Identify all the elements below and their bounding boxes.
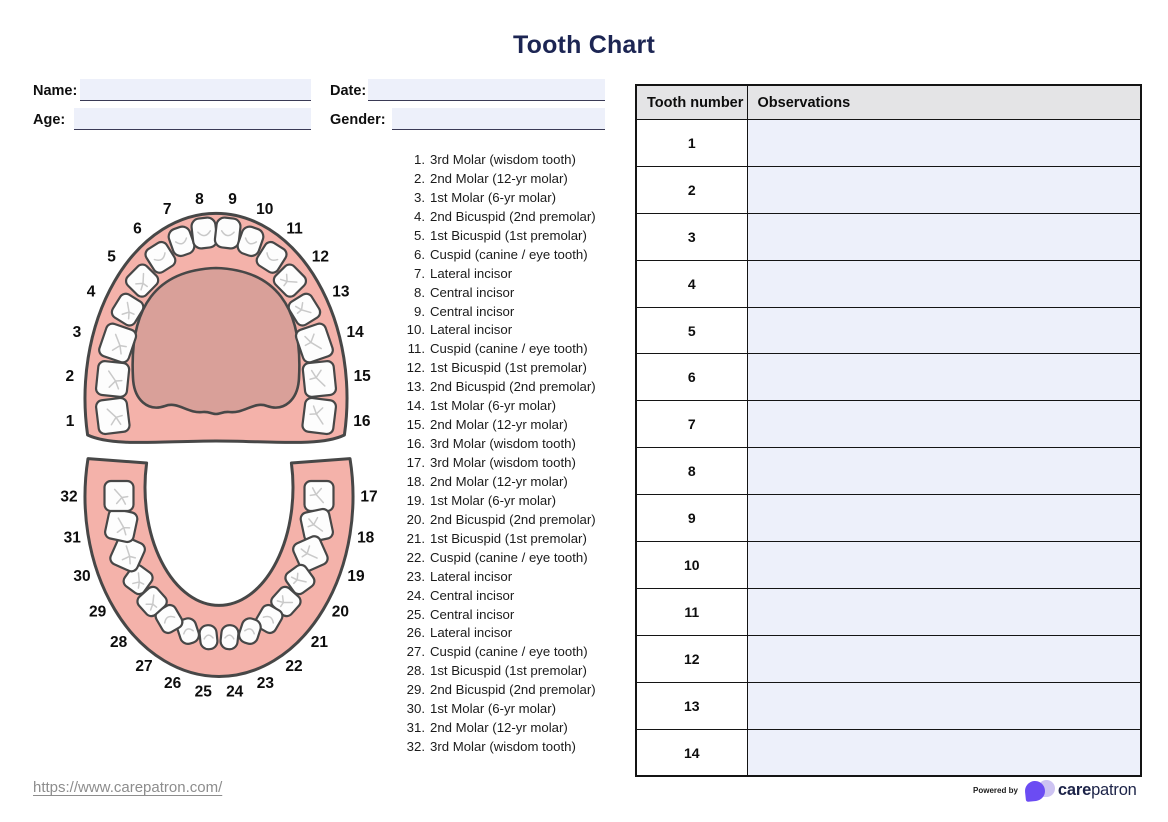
tooth-list-item — [401, 303, 626, 322]
tooth-number-cell: 8 — [636, 448, 747, 495]
tooth-list-number: 18. — [406, 473, 425, 489]
table-row — [636, 166, 1141, 213]
observation-cell[interactable] — [747, 260, 1141, 307]
tooth-number-label-10: 10 — [256, 200, 274, 218]
tooth-shape-8 — [191, 217, 218, 250]
tooth-number-label-21: 21 — [310, 634, 329, 652]
tooth-number-label-9: 9 — [228, 190, 237, 208]
carepatron-brand-text — [1058, 781, 1137, 800]
tooth-number-cell: 1 — [636, 120, 747, 167]
tooth-list-name: Cuspid (canine / eye tooth) — [430, 246, 588, 262]
tooth-list-name: 2nd Bicuspid (2nd premolar) — [430, 208, 596, 224]
name-input[interactable] — [80, 79, 311, 101]
tooth-list-number: 32. — [406, 739, 425, 755]
observation-cell[interactable] — [747, 354, 1141, 401]
tooth-list-number: 16. — [406, 436, 425, 452]
tooth-number-label-11: 11 — [286, 220, 303, 238]
tooth-list-number: 22. — [406, 549, 425, 565]
observation-cell[interactable] — [747, 401, 1141, 448]
tooth-list-item — [401, 719, 626, 738]
tooth-number-cell: 14 — [636, 729, 747, 776]
tooth-number-label-32: 32 — [60, 488, 78, 506]
tooth-list-number: 25. — [406, 606, 425, 622]
upper-palate — [133, 268, 300, 414]
tooth-shape-1 — [95, 397, 130, 435]
tooth-list-name: 2nd Bicuspid (2nd premolar) — [430, 379, 596, 395]
tooth-number-label-24: 24 — [226, 683, 244, 701]
powered-by-block — [973, 779, 1137, 802]
table-row — [636, 635, 1141, 682]
tooth-list-item — [401, 378, 626, 397]
tooth-list-name: Cuspid (canine / eye tooth) — [430, 341, 588, 357]
tooth-list-name: Lateral incisor — [430, 568, 513, 584]
tooth-number-cell: 3 — [636, 213, 747, 260]
tooth-number-cell: 5 — [636, 307, 747, 354]
tooth-number-label-7: 7 — [162, 200, 172, 218]
observation-cell[interactable] — [747, 588, 1141, 635]
tooth-number-label-18: 18 — [357, 529, 375, 547]
tooth-list-name: 2nd Molar (12-yr molar) — [430, 473, 568, 489]
tooth-list-name: 2nd Bicuspid (2nd premolar) — [430, 682, 596, 698]
tooth-list-number: 12. — [406, 360, 425, 376]
tooth-list-number: 9. — [414, 303, 425, 319]
tooth-list-item — [401, 359, 626, 378]
gender-input[interactable] — [392, 108, 605, 130]
tooth-list-item — [401, 246, 626, 265]
tooth-number-label-3: 3 — [72, 324, 82, 342]
carepatron-logo-icon — [1025, 779, 1055, 802]
tooth-number-label-30: 30 — [73, 568, 91, 586]
tooth-number-label-26: 26 — [163, 674, 182, 692]
tooth-list-name: Lateral incisor — [430, 322, 513, 338]
tooth-list-item — [401, 492, 626, 511]
tooth-list-number: 26. — [406, 625, 425, 641]
tooth-list-number: 3. — [414, 189, 425, 205]
table-row — [636, 729, 1141, 776]
tooth-list-number: 28. — [406, 663, 425, 679]
tooth-list-item — [401, 568, 626, 587]
tooth-number-cell: 2 — [636, 166, 747, 213]
table-row — [636, 260, 1141, 307]
tooth-list-number: 11. — [407, 341, 425, 357]
tooth-number-label-13: 13 — [332, 283, 350, 301]
tooth-number-label-15: 15 — [353, 367, 371, 385]
observation-cell[interactable] — [747, 635, 1141, 682]
observation-cell[interactable] — [747, 495, 1141, 542]
tooth-shape-16 — [302, 397, 337, 435]
dental-arch-diagram — [30, 188, 390, 723]
tooth-shape-32 — [105, 481, 134, 511]
table-row — [636, 401, 1141, 448]
tooth-number-label-4: 4 — [86, 283, 96, 301]
tooth-number-cell: 9 — [636, 495, 747, 542]
tooth-number-cell: 7 — [636, 401, 747, 448]
tooth-list-number: 20. — [406, 511, 425, 527]
observation-cell[interactable] — [747, 307, 1141, 354]
tooth-list-number: 24. — [406, 587, 425, 603]
tooth-list-name: 1st Molar (6-yr molar) — [430, 398, 557, 414]
tooth-list-number: 6. — [414, 246, 425, 262]
tooth-list-name: Central incisor — [430, 606, 515, 622]
tooth-shape-17 — [305, 481, 334, 511]
tooth-list-item — [401, 227, 626, 246]
table-row — [636, 448, 1141, 495]
carepatron-url-link[interactable]: https://www.carepatron.com/ — [33, 779, 223, 796]
tooth-list-item — [401, 397, 626, 416]
tooth-list-item — [401, 208, 626, 227]
tooth-list-number: 17. — [406, 455, 425, 470]
table-row — [636, 588, 1141, 635]
tooth-number-label-19: 19 — [347, 568, 365, 586]
tooth-list-number: 27. — [406, 644, 425, 660]
tooth-number-label-1: 1 — [65, 412, 75, 430]
tooth-number-label-31: 31 — [63, 529, 81, 547]
tooth-list-number: 31. — [406, 720, 425, 736]
tooth-number-cell: 4 — [636, 260, 747, 307]
table-row — [636, 542, 1141, 589]
page-title: Tooth Chart — [513, 31, 655, 59]
tooth-list-item — [401, 189, 626, 208]
tooth-number-cell: 6 — [636, 354, 747, 401]
observations-table — [635, 84, 1142, 777]
tooth-number-cell: 12 — [636, 635, 747, 682]
tooth-number-label-12: 12 — [311, 248, 330, 266]
tooth-list-number: 19. — [406, 492, 425, 508]
observation-cell[interactable] — [747, 682, 1141, 729]
tooth-number-label-20: 20 — [331, 603, 350, 621]
tooth-list-item — [401, 681, 626, 700]
tooth-list-item — [401, 549, 626, 568]
tooth-list-item — [401, 265, 626, 284]
tooth-number-label-27: 27 — [135, 658, 153, 676]
tooth-list-name: 2nd Molar (12-yr molar) — [430, 417, 568, 433]
tooth-list-number: 30. — [406, 701, 425, 717]
tooth-list-item — [401, 340, 626, 359]
tooth-list-number: 23. — [406, 568, 425, 584]
table-row — [636, 120, 1141, 167]
tooth-list-name: 1st Bicuspid (1st premolar) — [430, 663, 587, 679]
tooth-list-number: 21. — [406, 530, 425, 546]
date-label: Date: — [330, 83, 367, 99]
tooth-list-name: 1st Bicuspid (1st premolar) — [430, 530, 587, 546]
tooth-number-label-25: 25 — [194, 683, 212, 701]
tooth-list-name: 2nd Bicuspid (2nd premolar) — [430, 511, 596, 527]
gender-label: Gender: — [330, 112, 386, 128]
tooth-list-number: 2. — [414, 170, 425, 186]
tooth-list-name: 2nd Molar (12-yr molar) — [430, 720, 568, 736]
tooth-list-number: 29. — [406, 682, 425, 698]
brand-care: care — [1057, 781, 1092, 799]
tooth-number-label-2: 2 — [65, 367, 75, 385]
observation-cell[interactable] — [747, 729, 1141, 776]
tooth-list-item — [401, 624, 626, 643]
tooth-number-label-5: 5 — [107, 248, 116, 266]
table-row — [636, 682, 1141, 729]
tooth-list-item — [401, 662, 626, 681]
tooth-list-number: 10. — [406, 322, 425, 338]
tooth-number-label-6: 6 — [133, 220, 142, 238]
tooth-number-cell: 13 — [636, 682, 747, 729]
tooth-list-number: 5. — [414, 227, 425, 243]
tooth-number-label-29: 29 — [88, 603, 107, 621]
tooth-list-number: 15. — [406, 417, 425, 433]
tooth-number-cell: 10 — [636, 542, 747, 589]
tooth-number-header: Tooth number — [636, 85, 747, 120]
tooth-list-name: Central incisor — [430, 284, 515, 300]
tooth-list-name: 1st Molar (6-yr molar) — [430, 189, 557, 205]
tooth-list-name: 1st Bicuspid (1st premolar) — [430, 227, 587, 243]
tooth-shape-31 — [104, 508, 139, 543]
tooth-list-item — [401, 700, 626, 719]
tooth-list-item — [401, 643, 626, 662]
tooth-list-name: 1st Molar (6-yr molar) — [430, 701, 557, 717]
tooth-list-name: 3rd Molar (wisdom tooth) — [430, 152, 576, 167]
observation-cell[interactable] — [747, 120, 1141, 167]
tooth-number-label-8: 8 — [195, 190, 204, 208]
tooth-number-label-14: 14 — [346, 324, 364, 342]
tooth-number-label-17: 17 — [360, 488, 378, 506]
table-header-row — [636, 85, 1141, 120]
observations-header: Observations — [747, 85, 1141, 120]
tooth-list-item — [401, 530, 626, 549]
table-row — [636, 495, 1141, 542]
observation-cell[interactable] — [747, 213, 1141, 260]
tooth-list-item — [401, 738, 626, 757]
date-input[interactable] — [368, 79, 605, 101]
tooth-shape-15 — [302, 360, 336, 397]
observation-cell[interactable] — [747, 166, 1141, 213]
name-label: Name: — [33, 83, 78, 99]
tooth-list-number: 13. — [406, 379, 425, 395]
tooth-number-label-22: 22 — [285, 658, 303, 676]
brand-patron: patron — [1091, 781, 1137, 799]
tooth-shape-25 — [199, 624, 218, 650]
tooth-list-item — [401, 170, 626, 189]
table-row — [636, 307, 1141, 354]
tooth-list-name: Central incisor — [430, 303, 515, 319]
tooth-list-name: Cuspid (canine / eye tooth) — [430, 644, 588, 660]
tooth-list-name: 1st Bicuspid (1st premolar) — [430, 360, 587, 376]
tooth-list-name: 3rd Molar (wisdom tooth) — [430, 739, 576, 755]
observation-cell[interactable] — [747, 542, 1141, 589]
tooth-list-item — [401, 454, 626, 473]
tooth-list-item — [401, 416, 626, 435]
tooth-shape-2 — [95, 360, 129, 397]
tooth-list-item — [401, 606, 626, 625]
tooth-list-number: 1. — [414, 152, 425, 167]
tooth-number-label-23: 23 — [256, 674, 275, 692]
tooth-list-number: 8. — [414, 284, 425, 300]
tooth-number-label-16: 16 — [353, 412, 371, 430]
tooth-list-item — [401, 435, 626, 454]
observation-cell[interactable] — [747, 448, 1141, 495]
tooth-list-item — [401, 321, 626, 340]
tooth-list-name: Central incisor — [430, 587, 515, 603]
tooth-list-item — [401, 284, 626, 303]
tooth-list-name: 3rd Molar (wisdom tooth) — [430, 455, 576, 470]
tooth-number-label-28: 28 — [109, 634, 128, 652]
tooth-list-name: Lateral incisor — [430, 625, 513, 641]
age-input[interactable] — [74, 108, 311, 130]
tooth-name-list — [401, 151, 626, 757]
tooth-list-number: 14. — [406, 398, 425, 414]
tooth-list-item — [401, 511, 626, 530]
tooth-number-cell: 11 — [636, 588, 747, 635]
powered-by-label: Powered by — [973, 786, 1018, 795]
tooth-list-name: 2nd Molar (12-yr molar) — [430, 170, 568, 186]
tooth-list-name: 3rd Molar (wisdom tooth) — [430, 436, 576, 452]
age-label: Age: — [33, 112, 66, 128]
tooth-list-item — [401, 587, 626, 606]
table-row — [636, 213, 1141, 260]
tooth-list-name: Cuspid (canine / eye tooth) — [430, 549, 588, 565]
table-row — [636, 354, 1141, 401]
tooth-shape-24 — [220, 624, 239, 650]
tooth-list-number: 7. — [414, 265, 425, 281]
tooth-list-name: Lateral incisor — [430, 265, 513, 281]
tooth-list-number: 4. — [414, 208, 425, 224]
tooth-list-item — [401, 473, 626, 492]
tooth-list-name: 1st Molar (6-yr molar) — [430, 492, 557, 508]
tooth-list-item — [401, 151, 626, 170]
